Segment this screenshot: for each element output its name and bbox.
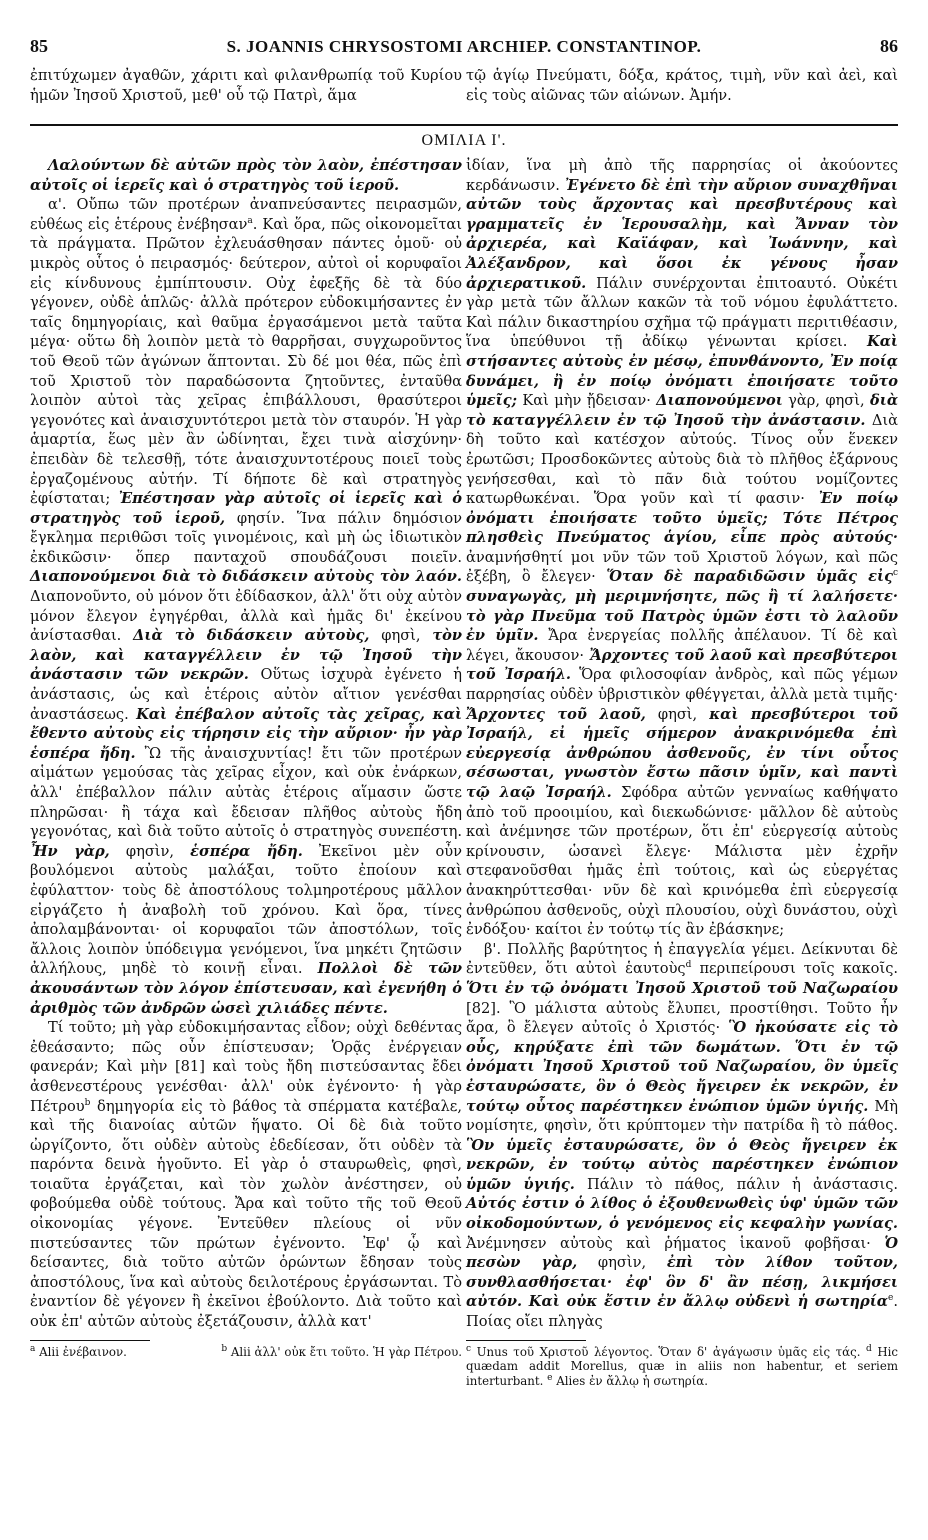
left-page-number: 85: [30, 36, 48, 56]
left-column: [30, 156, 462, 1359]
right-page-number: 86: [880, 36, 898, 56]
footnotes: [466, 1345, 898, 1389]
paragraph: ἰδίαν, ἵνα μὴ ἀπὸ τῆς παρρησίας οἱ ἀκούοντες κερδάνωσιν. Ἐγένετο δὲ ἐπὶ τὴν αὔριον συναχθῆναι αὐτῶν τοὺς ἄρχοντας καὶ πρεσβυτέρους καὶ γραμματεῖς ἐν Ἱερουσαλὴμ, καὶ Ἄνναν τὸν ἀρχιερέα, καὶ Καϊάφαν, καὶ Ἰωάννην, καὶ Ἀλέξανδρον, καὶ ὅσοι ἐκ γένους ἦσαν ἀρχιερατικοῦ. Πάλιν συνέρχονται ἐπιτοαυτό. Οὐκέτι γὰρ μετὰ τῶν ἄλλων κακῶν τὰ τοῦ νόμου ἐφυλάττετο. Καὶ πάλιν δικαστηρίου σχῆμα τῷ πράγματι περιτιθέασιν, ἵνα ὑπεύθυνοι τῇ ἀδίκῳ γένωνται κρίσει. Καὶ στήσαντες αὐτοὺς ἐν μέσῳ, ἐπυνθάνοντο, Ἐν ποίᾳ δυνάμει, ἢ ἐν ποίῳ ὀνόματι ἐποιήσατε τοῦτο ὑμεῖς; Καὶ μὴν ᾔδεισαν· Διαπονούμενοι γὰρ, φησὶ, διὰ τὸ καταγγέλλειν ἐν τῷ Ἰησοῦ τὴν ἀνάστασιν. Διὰ δὴ τοῦτο καὶ κατέσχον αὐτούς. Τίνος οὖν ἕνεκεν ἐρωτῶσι; Προσδοκῶντες αὐτοὺς διὰ τὸ πλῆθος ἐξάρνους γενήσεσθαι, καὶ τὸ πᾶν διὰ τούτου νομίζοντες κατωρθωκέναι. Ὅρα γοῦν καὶ τί φασιν· Ἐν ποίῳ ὀνόματι ἐποιήσατε τοῦτο ὑμεῖς; Τότε Πέτρος πλησθεὶς Πνεύματος ἁγίου, εἶπε πρὸς αὐτούς· ἀναμνήσθητί μοι νῦν τῶν τοῦ Χριστοῦ λόγων, καὶ πῶς ἐξέβη, ὃ ἔλεγεν· Ὅταν δὲ παραδιδῶσιν ὑμᾶς εἰς$^c$ συναγωγὰς, μὴ μεριμνήσητε, πῶς ἢ τί λαλήσετε· τὸ γὰρ Πνεῦμα τοῦ Πατρὸς ὑμῶν ἐστι τὸ λαλοῦν ἐν ὑμῖν. Ἄρα ἐνεργείας πολλῆς ἀπέλαυον. Τί δὲ καὶ λέγει, ἄκουσον· Ἄρχοντες τοῦ λαοῦ καὶ πρεσβύτεροι τοῦ Ἰσραήλ. Ὅρα φιλοσοφίαν ἀνδρὸς, καὶ πῶς γέμων παρρησίας οὐδὲν ὑβριστικὸν φθέγγεται, ἀλλὰ μετὰ τιμῆς· Ἄρχοντες τοῦ λαοῦ, φησὶ, καὶ πρεσβύτεροι τοῦ Ἰσραήλ, εἰ ἡμεῖς σήμερον ἀνακρινόμεθα ἐπὶ εὐεργεσίᾳ ἀνθρώπου ἀσθενοῦς, ἐν τίνι οὗτος σέσωσται, γνωστὸν ἔστω πᾶσιν ὑμῖν, καὶ παντὶ τῷ λαῷ Ἰσραήλ. Σφόδρα αὐτῶν γενναίως καθήψατο ἀπὸ τοῦ προοιμίου, καὶ διεκωδώνισε· μᾶλλον δὲ αὐτοὺς καὶ ἀνέμνησε τῶν προτέρων, ὅτι ἐπ' εὐεργεσίᾳ αὐτοὺς κρίνουσιν, ὡσανεὶ ἔλεγε· Μάλιστα μὲν ἐχρῆν στεφανοῦσθαι ἡμᾶς ἐπὶ τούτοις, καὶ ὡς εὐεργέτας ἀνακηρύττεσθαι· νῦν δὲ καὶ κρινόμεθα ἐπὶ εὐεργεσίᾳ ἀνθρώπου ἀσθενοῦς, οὐχὶ πλουσίου, οὐχὶ δυνάστου, οὐχὶ ἐνδόξου· καίτοι ἐν τούτῳ τίς ἂν ἐβάσκηνε;: [466, 157, 899, 939]
footnote: $^d$ Hic quædam addit Morellus, quæ in aliis non habentur, et seriem interturbant.: [466, 1343, 899, 1388]
footnote-marker: d: [685, 960, 692, 971]
footnote-marker: c: [892, 568, 899, 579]
footnote: $^a$ Alii ἐνέβαινον.: [30, 1343, 127, 1359]
footnote: $^b$ Alii ἀλλ' οὐκ ἔτι τοῦτο. Ἡ γὰρ Πέτρου.: [221, 1343, 462, 1359]
section-divider: [30, 124, 898, 126]
footnote-divider: [30, 1340, 150, 1341]
footnote-marker: a: [247, 215, 253, 226]
footnote-divider: [466, 1340, 586, 1341]
paragraph: α'. Οὔπω τῶν προτέρων ἀναπνεύσαντες πειρασμῶν, εὐθέως εἰς ἑτέρους ἐνέβησαν$^a$. Καὶ ὅρα, πῶς οἰκονομεῖται τὰ πράγματα. Πρῶτον ἐχλευάσθησαν πάντες ὁμοῦ· οὐ μικρὸς οὗτος ὁ πειρασμός· δεύτερον, αὐτοὶ οἱ κορυφαῖοι εἰς κίνδυνους ἐμπίπτουσιν. Οὐχ ἐφεξῆς δὲ τὰ δύο γέγονεν, οὐδὲ ἁπλῶς· ἀλλὰ πρότερον εὐδοκιμήσαντες ἐν ταῖς δημηγορίαις, καὶ θαῦμα ἐργασάμενοι μετὰ ταῦτα μέγα· οὕτω δὴ λοιπὸν μετὰ τὸ θαρρῆσαι, συγχωροῦντος τοῦ Θεοῦ τῶν ἀγώνων ἅπτονται. Σὺ δέ μοι θέα, πῶς ἐπὶ τοῦ Χριστοῦ τὸν παραδώσοντα ζητοῦντες, ἐνταῦθα λοιπὸν αὐτοὶ τὰς χεῖρας ἐπιβάλλουσι, θρασύτεροι γεγονότες καὶ ἀναισχυντότεροι μετὰ τὸν σταυρόν. Ἡ γὰρ ἁμαρτία, ἕως μὲν ἂν ὠδίνηται, ἔχει τινὰ αἰσχύνην· ἐπειδὰν δὲ τελεσθῇ, τότε ἀναισχυντοτέρους ποιεῖ τοὺς ἐργαζομένους αὐτήν. Τί δήποτε δὲ καὶ στρατηγὸς ἐφίσταται; Ἐπέστησαν γὰρ αὐτοῖς οἱ ἱερεῖς καὶ ὁ στρατηγὸς τοῦ ἱεροῦ, φησίν. Ἵνα πάλιν δημόσιον ἔγκλημα περιθῶσι τοῖς γινομένοις, καὶ μὴ ὡς ἰδιωτικὸν ἐκδικῶσιν· ὅπερ πανταχοῦ σπουδάζουσι ποιεῖν. Διαπονούμενοι διὰ τὸ διδάσκειν αὐτοὺς τὸν λαόν. Διαπονοῦντο, οὐ μόνον ὅτι ἐδίδασκον, ἀλλ' ὅτι οὐχ αὐτὸν μόνον ἔλεγον ἐγηγέρθαι, ἀλλὰ καὶ ἡμᾶς δι' ἐκείνου ἀνίστασθαι. Διὰ τὸ διδάσκειν αὐτοὺς, φησὶ, τὸν λαὸν, καὶ καταγγέλλειν ἐν τῷ Ἰησοῦ τὴν ἀνάστασιν τῶν νεκρῶν. Οὕτως ἰσχυρὰ ἐγένετο ἡ ἀνάστασις, ὡς καὶ ἑτέροις αὐτὸν αἴτιον γενέσθαι ἀναστάσεως. Καὶ ἐπέβαλον αὐτοῖς τὰς χεῖρας, καὶ ἔθεντο αὐτοὺς εἰς τήρησιν εἰς τὴν αὔριον· ἦν γὰρ ἑσπέρα ἤδη. Ὢ τῆς ἀναισχυντίας! ἔτι τῶν προτέρων αἱμάτων γεμούσας τὰς χεῖρας εἶχον, καὶ οὐκ ἐνάρκων, ἀλλ' ἐπέβαλλον πάλιν αὐτὰς ἑτέροις αἵμασιν ὥστε πληρῶσαι· ἢ τάχα καὶ ἔδεισαν πλῆθος αὐτοὺς ἤδη γεγονότας, καὶ διὰ τοῦτο αὐτοῖς ὁ στρατηγὸς συνεπέστη. Ἦν γὰρ, φησὶν, ἑσπέρα ἤδη. Ἐκεῖνοι μὲν οὖν βουλόμενοι αὐτοὺς μαλάξαι, τοῦτο ἐποίουν καὶ ἐφύλαττον· τοὺς δὲ ἀποστόλους τολμηροτέρους μᾶλλον εἰργάζετο ἡ ἀναβολὴ τοῦ χρόνου. Καὶ ὅρα, τίνες ἀπολαμβάνονται· οἱ κορυφαῖοι τῶν ἀποστόλων, τοῖς ἄλλοις λοιπὸν ὑπόδειγμα γενόμενοι, ἵνα μηκέτι ζητῶσιν ἀλλήλους, μηδὲ τὸ κοινῇ εἶναι. Πολλοὶ δὲ τῶν ἀκουσάντων τὸν λόγον ἐπίστευσαν, καὶ ἐγενήθη ὁ ἀριθμὸς τῶν ἀνδρῶν ὡσεὶ χιλιάδες πέντε.: [30, 196, 463, 1017]
footnote: $^e$ Alies ἐν ἄλλῳ ἡ σωτηρία.: [547, 1372, 708, 1388]
running-header: [30, 36, 898, 58]
running-title: S. JOANNIS CHRYSOSTOMI ARCHIEP. CONSTANTINOP.: [226, 37, 702, 56]
footnotes: [30, 1345, 462, 1360]
top-right-text: τῷ ἁγίῳ Πνεύματι, δόξα, κράτος, τιμὴ, νῦν καὶ ἀεὶ, καὶ εἰς τοὺς αἰῶνας τῶν αἰώνων. Ἀμήν.: [466, 67, 898, 104]
footnote: $^c$ Unus τοῦ Χριστοῦ λέγοντος. Ὅταν δ' ἀγάγωσιν ὑμᾶς εἰς τάς.: [466, 1343, 861, 1359]
previous-homily-ending: [30, 66, 898, 105]
paragraph: β'. Πολλῆς βαρύτητος ἡ ἐπαγγελία γέμει. Δείκνυται δὲ ἐντεῦθεν, ὅτι αὐτοὶ ἑαυτοὺς$^d$ περιπείρουσι τοῖς κακοῖς. Ὅτι ἐν τῷ ὀνόματι Ἰησοῦ Χριστοῦ τοῦ Ναζωραίου [82]. Ὃ μάλιστα αὐτοὺς ἔλυπει, προστίθησι. Τοῦτο ἦν ἄρα, ὃ ἔλεγεν αὐτοῖς ὁ Χριστός· Ὃ ἠκούσατε εἰς τὸ οὖς, κηρύξατε ἐπὶ τῶν δωμάτων. Ὅτι ἐν τῷ ὀνόματι Ἰησοῦ Χριστοῦ τοῦ Ναζωραίου, ὃν ὑμεῖς ἐσταυρώσατε, ὃν ὁ Θεὸς ἤγειρεν ἐκ νεκρῶν, ἐν τούτῳ οὗτος παρέστηκεν ἐνώπιον ὑμῶν ὑγιής. Μὴ νομίσητε, φησὶν, ὅτι κρύπτομεν τὴν πατρίδα ἢ τὸ πάθος. Ὃν ὑμεῖς ἐσταυρώσατε, ὃν ὁ Θεὸς ἤγειρεν ἐκ νεκρῶν, ἐν τούτῳ αὐτὸς παρέστηκεν ἐνώπιον ὑμῶν ὑγιής. Πάλιν τὸ πάθος, πάλιν ἡ ἀνάστασις. Αὐτός ἐστιν ὁ λίθος ὁ ἐξουθενωθεὶς ὑφ' ὑμῶν τῶν οἰκοδομούντων, ὁ γενόμενος εἰς κεφαλὴν γωνίας. Ἀνέμνησεν αὐτοὺς καὶ ῥήματος ἱκανοῦ φοβῆσαι· Ὁ πεσὼν γὰρ, φησὶν, ἐπὶ τὸν λίθον τοῦτον, συνθλασθήσεται· ἐφ' ὃν δ' ἂν πέσῃ, λικμήσει αὐτόν. Καὶ οὐκ ἔστιν ἐν ἄλλῳ οὐδενὶ ἡ σωτηρία$^e$. Ποίας οἴει πληγὰς: [466, 940, 899, 1331]
paragraph: Τί τοῦτο; μὴ γὰρ εὐδοκιμήσαντας εἶδον; οὐχὶ δεθέντας ἐθεάσαντο; πῶς οὖν ἐπίστευσαν; Ὁρᾷς ἐνέργειαν φανεράν; Καὶ μὴν [81] καὶ τοὺς ἤδη πιστεύσαντας ἔδει ἀσθενεστέρους γενέσθαι· ἀλλ' οὐκ ἐγένοντο· ἡ γὰρ Πέτρου$^b$ δημηγορία εἰς τὸ βάθος τὰ σπέρματα κατέβαλε, καὶ τῆς διανοίας αὐτῶν ἥψατο. Οἱ δὲ διὰ τοῦτο ὠργίζοντο, ὅτι οὐδὲν αὐτοὺς ἐδεδίεσαν, ὅτι οὐδὲν τὰ παρόντα δεινὰ ἡγοῦντο. Εἰ γὰρ ὁ σταυρωθεὶς, φησὶ, τοιαῦτα ἐργάζεται, καὶ τὸν χωλὸν ἀνέστησεν, οὐ φοβούμεθα οὐδὲ τούτους. Ἄρα καὶ τοῦτο τῆς τοῦ Θεοῦ οἰκονομίας γέγονε. Ἐντεῦθεν πλείους οἱ νῦν πιστεύσαντες τῶν πρώτων ἐγένοντο. Ἐφ' ᾧ καὶ δείσαντες, διὰ τοῦτο αὐτῶν ὁρώντων ἔδησαν τοὺς ἀποστόλους, ἵνα καὶ αὐτοὺς δειλοτέρους ἐργάσωνται. Τὸ ἐναντίον δὲ γέγονεν ἢ ἐκεῖνοι ἐβούλοντο. Διὰ τοῦτο καὶ οὐκ ἐπ' αὐτῶν αὐτοὺς ἐξετάζουσιν, ἀλλὰ κατ': [30, 1019, 462, 1331]
top-left-text: ἐπιτύχωμεν ἀγαθῶν, χάριτι καὶ φιλανθρωπίᾳ τοῦ Κυρίου ἡμῶν Ἰησοῦ Χριστοῦ, μεθ' οὗ τῷ Πατρὶ, ἅμα: [30, 67, 462, 104]
scripture-lemma: Λαλούντων δὲ αὐτῶν πρὸς τὸν λαὸν, ἐπέστησαν αὐτοῖς οἱ ἱερεῖς καὶ ὁ στρατηγὸς τοῦ ἱεροῦ.: [30, 157, 462, 194]
right-column: [466, 156, 898, 1388]
footnote-marker: e: [888, 1293, 894, 1304]
homily-title: ΟΜΙΛΙΑ Ι'.: [421, 132, 507, 149]
footnote-marker: b: [84, 1097, 91, 1108]
